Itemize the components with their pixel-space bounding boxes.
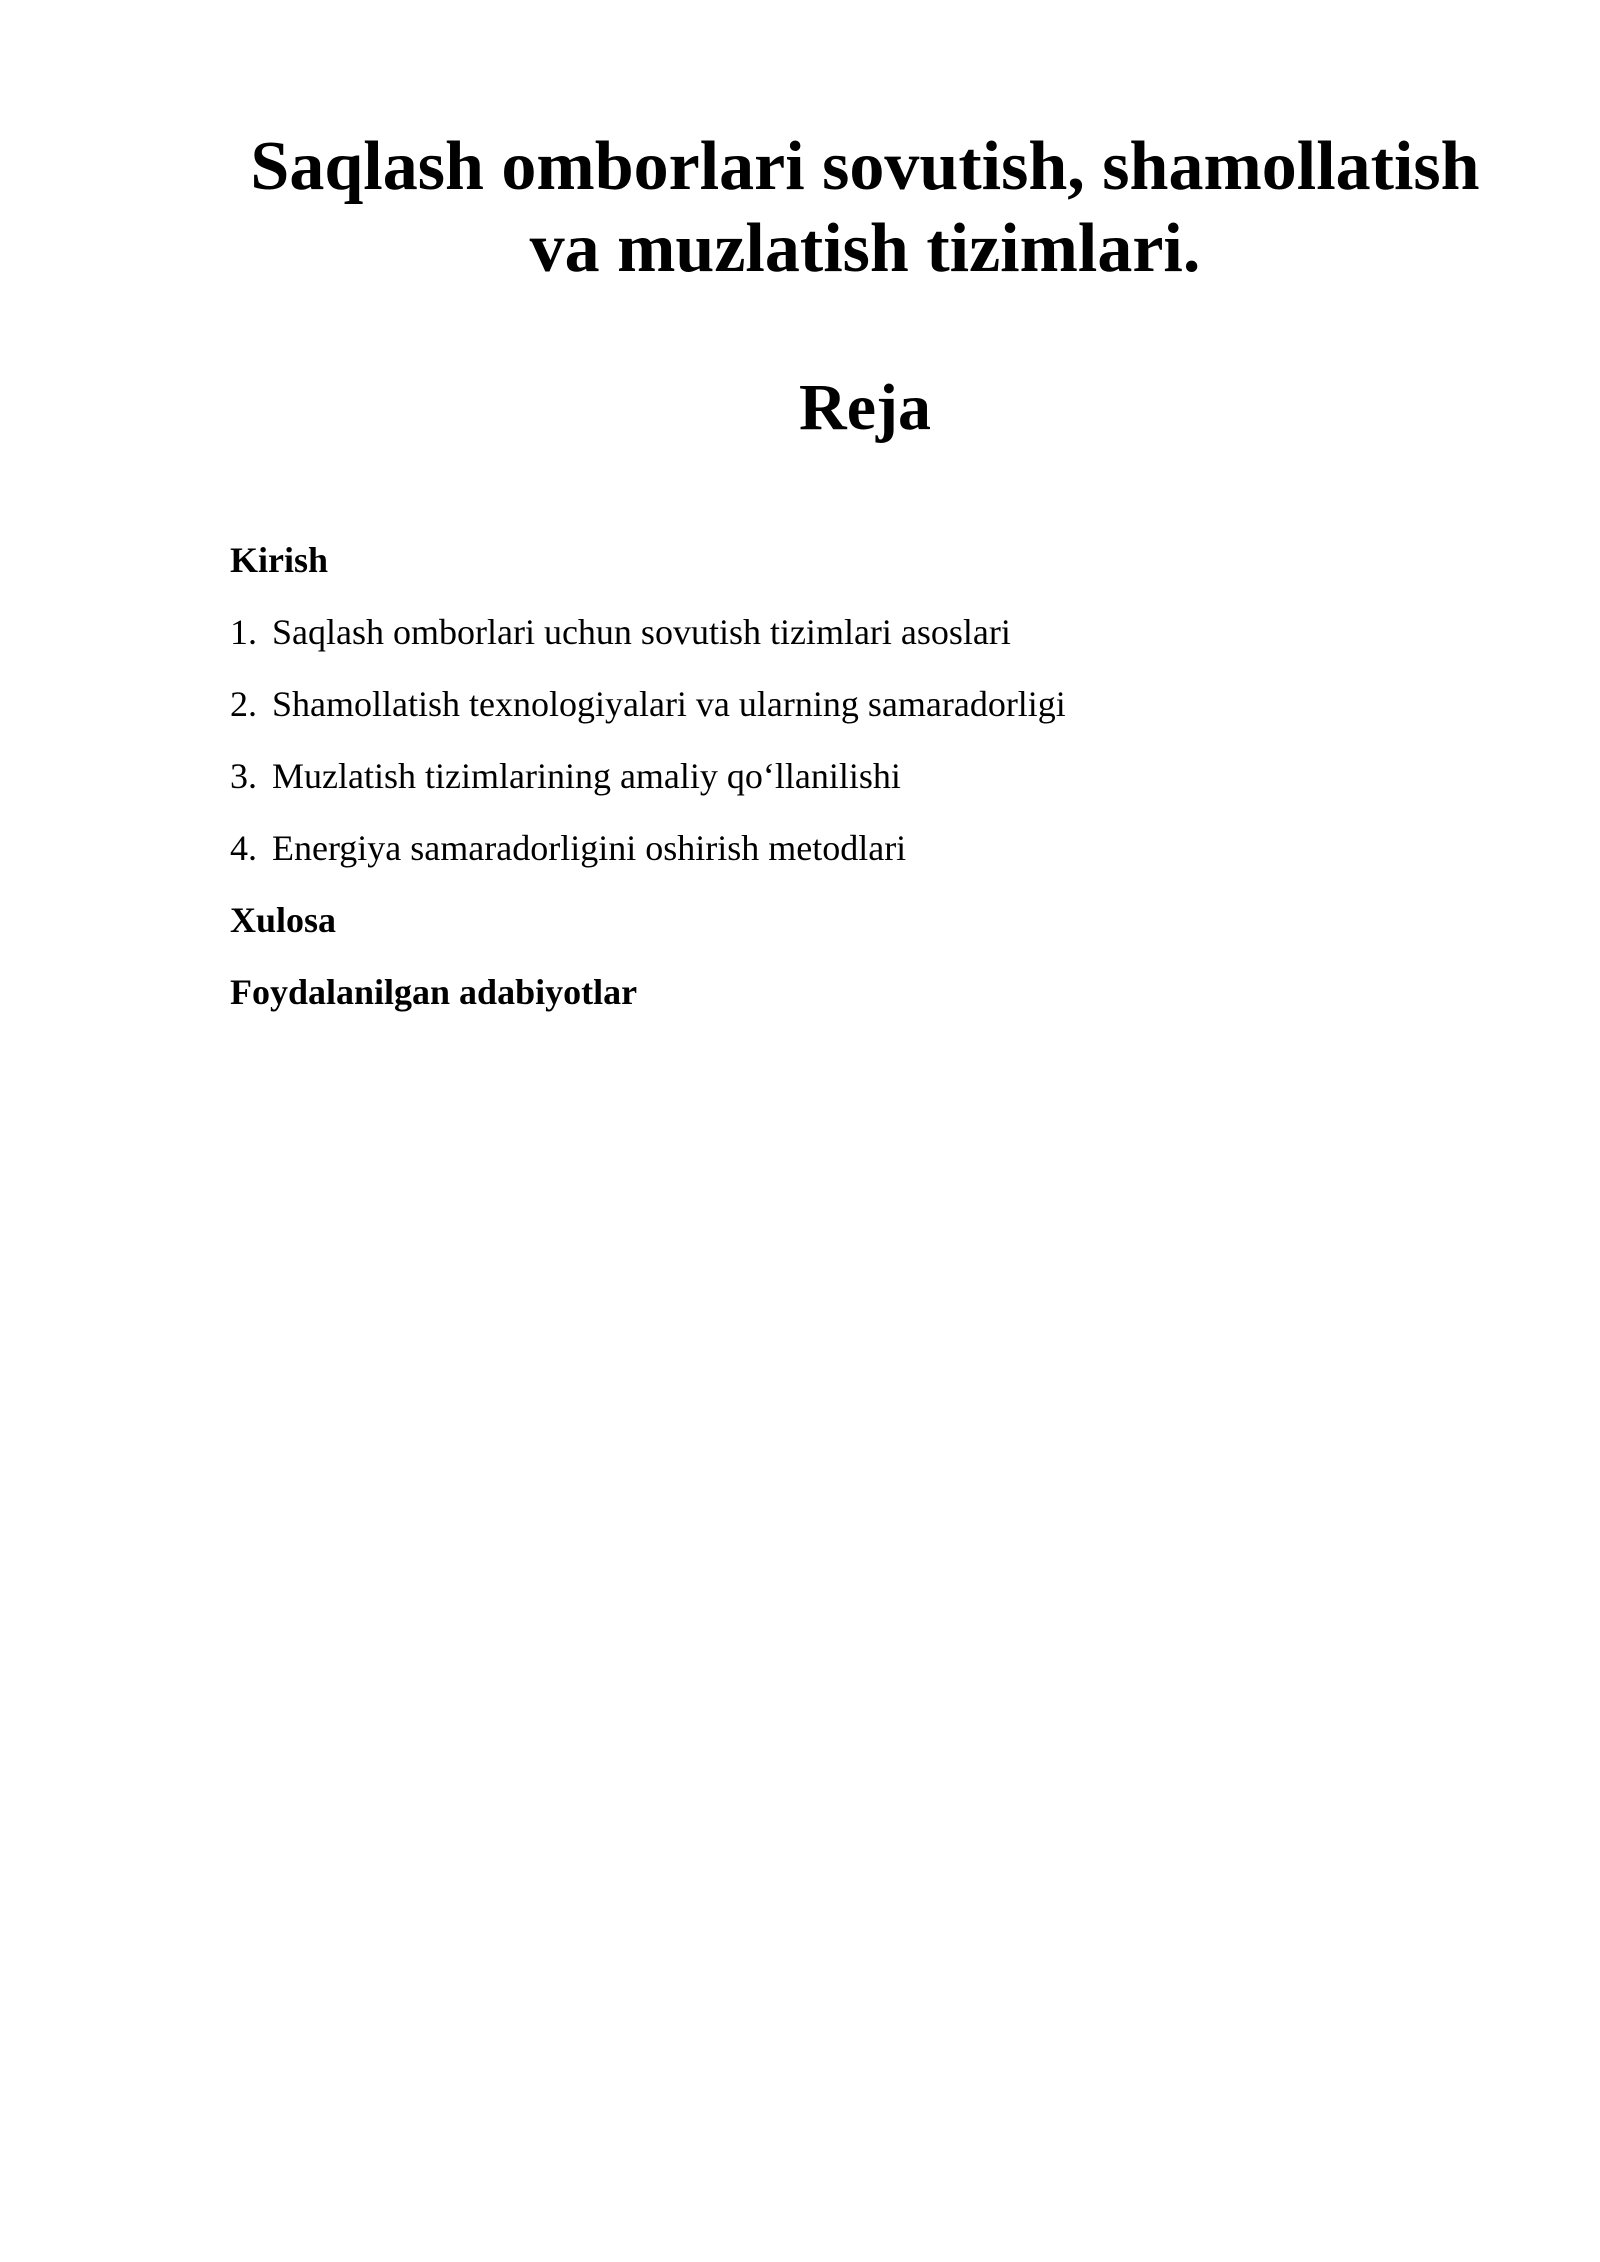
document-title — [230, 126, 1500, 290]
title-line-2: va muzlatish tizimlari. — [529, 210, 1201, 287]
title-line-1: Saqlash omborlari sovutish, shamollatish — [250, 128, 1480, 205]
plan-outline — [230, 530, 1430, 1034]
outline-references: Foydalanilgan adabiyotlar — [230, 972, 638, 1012]
outline-conclusion: Xulosa — [230, 900, 337, 940]
outline-item-1 — [230, 602, 1430, 674]
outline-item-text: Muzlatish tizimlarining amaliy qo‘llanilishi — [272, 756, 901, 796]
outline-item-text: Shamollatish texnologiyalari va ularning samaradorligi — [272, 684, 1066, 724]
outline-item-number: 2. — [230, 684, 257, 724]
outline-item-number: 3. — [230, 756, 257, 796]
plan-heading: Reja — [799, 371, 931, 444]
outline-item-text: Energiya samaradorligini oshirish metodlari — [272, 828, 907, 868]
outline-item-4 — [230, 818, 1430, 890]
outline-item-number: 4. — [230, 828, 257, 868]
outline-item-text: Saqlash omborlari uchun sovutish tizimlari asoslari — [272, 612, 1011, 652]
outline-item-3 — [230, 746, 1430, 818]
outline-item-number: 1. — [230, 612, 257, 652]
outline-item-2 — [230, 674, 1430, 746]
outline-intro: Kirish — [230, 540, 329, 580]
